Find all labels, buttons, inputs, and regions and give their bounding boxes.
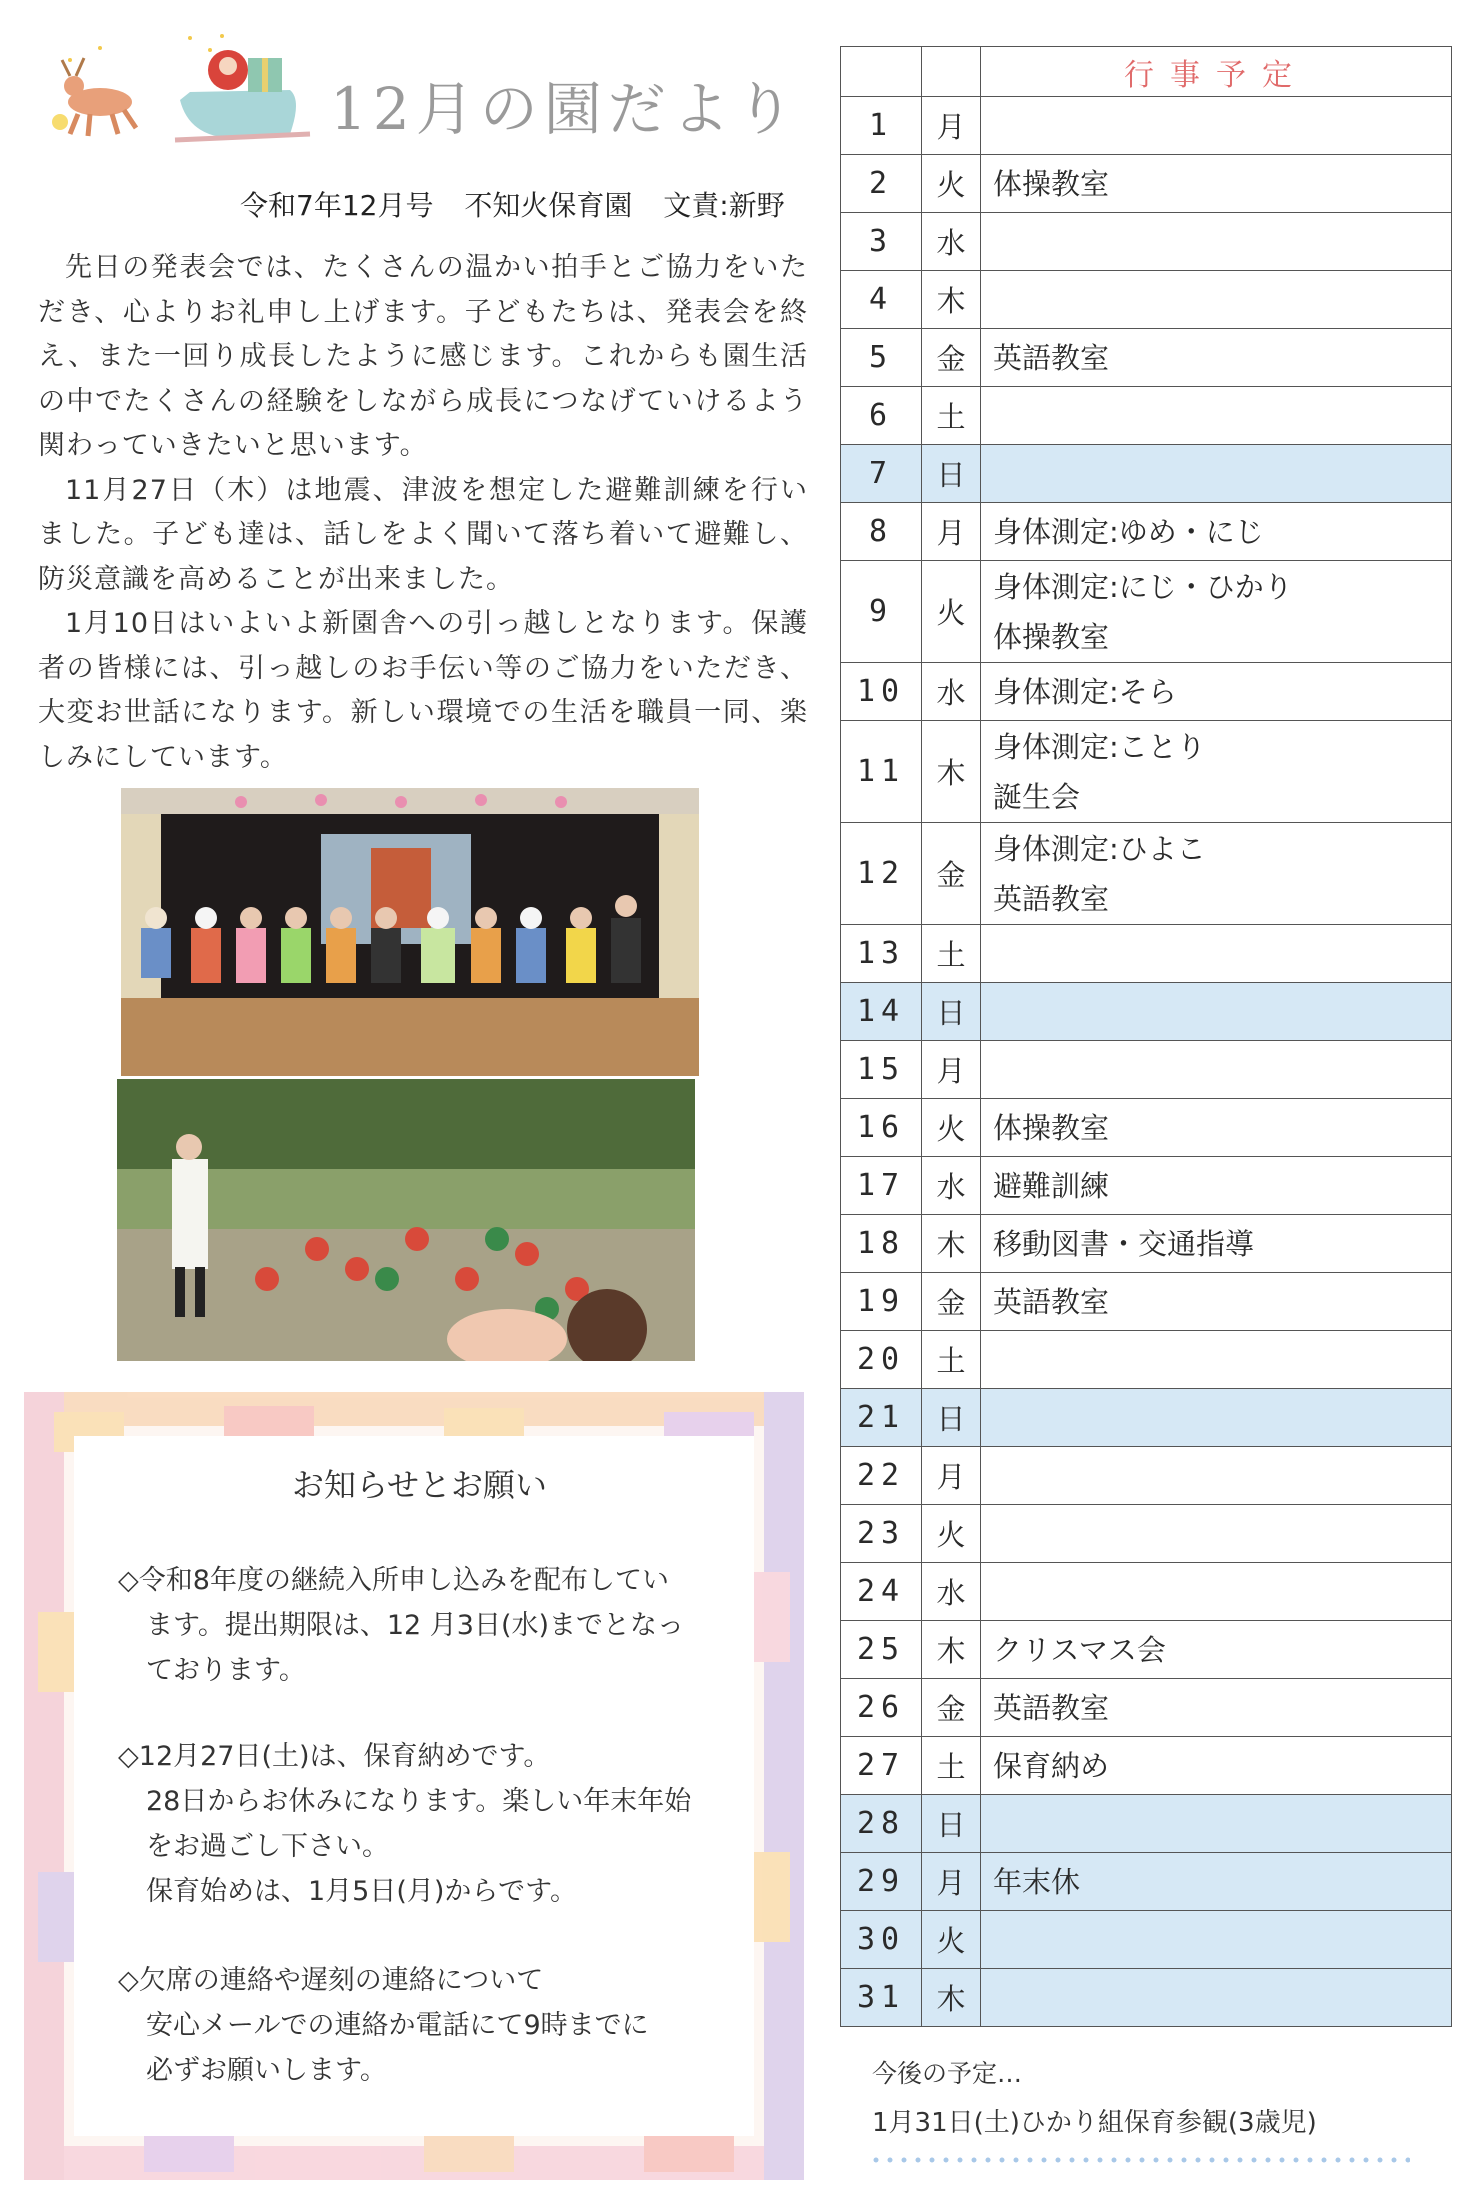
schedule-weekday: 水 — [922, 1157, 981, 1215]
schedule-weekday: 木 — [922, 1621, 981, 1679]
author: 文責:新野 — [663, 189, 785, 222]
schedule-day: 20 — [841, 1331, 922, 1389]
schedule-day: 22 — [841, 1447, 922, 1505]
body-paragraph: 11月27日（木）は地震、津波を想定した避難訓練を行いました。子ども達は、話しをよく聞いて落ち着いて避難し、防災意識を高めることが出来ました。 — [38, 474, 808, 595]
schedule-day: 27 — [841, 1737, 922, 1795]
schedule-row-28 — [841, 1795, 1452, 1853]
schedule-weekday: 日 — [922, 1795, 981, 1853]
santa-sleigh-icon — [175, 50, 310, 140]
schedule-row-15 — [841, 1041, 1452, 1099]
schedule-day: 14 — [841, 983, 922, 1041]
schedule-day: 2 — [841, 155, 922, 213]
schedule-row-7 — [841, 445, 1452, 503]
body-paragraph: 1月10日はいよいよ新園舎への引っ越しとなります。保護者の皆様には、引っ越しのお手伝い等のご協力をいただき、大変お世話になります。新しい環境での生活を職員一同、楽しみにしています。 — [38, 608, 808, 773]
schedule-events — [981, 823, 1452, 925]
schedule-events — [981, 925, 1452, 983]
schedule-row-23 — [841, 1505, 1452, 1563]
schedule-day: 30 — [841, 1911, 922, 1969]
schedule-day: 18 — [841, 1215, 922, 1273]
schedule-weekday: 火 — [922, 1099, 981, 1157]
schedule-events — [981, 1505, 1452, 1563]
schedule-day: 8 — [841, 503, 922, 561]
schedule-events — [981, 1795, 1452, 1853]
schedule-event: クリスマス会 — [993, 1632, 1166, 1667]
dotted-divider — [870, 2148, 1410, 2168]
schedule-day: 4 — [841, 271, 922, 329]
schedule-day: 29 — [841, 1853, 922, 1911]
notice-line: 必ずお願いします。 — [146, 2055, 387, 2086]
schedule-day: 24 — [841, 1563, 922, 1621]
schedule-weekday: 土 — [922, 925, 981, 983]
schedule-weekday: 火 — [922, 1911, 981, 1969]
schedule-row-29 — [841, 1853, 1452, 1911]
schedule-weekday: 木 — [922, 1215, 981, 1273]
schedule-day: 16 — [841, 1099, 922, 1157]
schedule-weekday: 日 — [922, 1389, 981, 1447]
schedule-row-8 — [841, 503, 1452, 561]
schedule-weekday: 金 — [922, 329, 981, 387]
schedule-row-9 — [841, 561, 1452, 663]
schedule-events — [981, 387, 1452, 445]
schedule-weekday: 月 — [922, 1853, 981, 1911]
schedule-events — [981, 445, 1452, 503]
schedule-row-6 — [841, 387, 1452, 445]
schedule-event: 身体測定:そら — [993, 674, 1177, 709]
schedule-events — [981, 1621, 1452, 1679]
reindeer-sleigh-illustration — [40, 30, 330, 150]
schedule-row-1 — [841, 97, 1452, 155]
schedule-row-14 — [841, 983, 1452, 1041]
schedule-row-13 — [841, 925, 1452, 983]
schedule-header: 行事予定 — [981, 47, 1452, 97]
notice-line: 保育始めは、1月5日(月)からです。 — [146, 1876, 577, 1907]
schedule-events — [981, 1563, 1452, 1621]
notice-line: ◇12月27日(土)は、保育納めです。 — [118, 1741, 551, 1772]
event-schedule-table — [840, 46, 1452, 2027]
schedule-day: 21 — [841, 1389, 922, 1447]
body-paragraph: 先日の発表会では、たくさんの温かい拍手とご協力をいただき、心よりお礼申し上げます。子どもたちは、発表会を終え、また一回り成長したように感じます。これからも園生活の中でたくさんの経験をしながら成長につなげていけるよう関わっていきたいと思います。 — [38, 252, 808, 461]
issue-number: 令和7年12月号 — [240, 189, 434, 222]
schedule-events — [981, 503, 1452, 561]
schedule-day: 17 — [841, 1157, 922, 1215]
schedule-weekday: 土 — [922, 1331, 981, 1389]
future-schedule-item: 1月31日(土)ひかり組保育参観(3歳児) — [872, 2108, 1317, 2138]
schedule-day: 19 — [841, 1273, 922, 1331]
issue-line — [240, 184, 807, 224]
schedule-event: 英語教室 — [993, 340, 1110, 375]
schedule-row-4 — [841, 271, 1452, 329]
schedule-day: 23 — [841, 1505, 922, 1563]
schedule-day: 1 — [841, 97, 922, 155]
schedule-row-16 — [841, 1099, 1452, 1157]
schedule-weekday: 火 — [922, 1505, 981, 1563]
notice-line: 安心メールでの連絡か電話にて9時までに — [146, 2010, 649, 2041]
schedule-weekday: 土 — [922, 387, 981, 445]
schedule-events — [981, 983, 1452, 1041]
schedule-day: 5 — [841, 329, 922, 387]
schedule-events — [981, 1041, 1452, 1099]
schedule-day: 9 — [841, 561, 922, 663]
notice-title: お知らせとお願い — [292, 1466, 548, 1504]
schedule-events — [981, 329, 1452, 387]
schedule-events — [981, 1969, 1452, 2027]
schedule-weekday: 金 — [922, 1679, 981, 1737]
schedule-day: 11 — [841, 721, 922, 823]
schedule-events — [981, 1273, 1452, 1331]
schedule-weekday: 月 — [922, 1041, 981, 1099]
schedule-row-22 — [841, 1447, 1452, 1505]
notice-line: ます。提出期限は、12 月3日(水)までとなっ — [146, 1610, 685, 1641]
schedule-events — [981, 1389, 1452, 1447]
schedule-row-18 — [841, 1215, 1452, 1273]
schedule-event: 移動図書・交通指導 — [993, 1226, 1255, 1261]
schedule-weekday: 水 — [922, 213, 981, 271]
schedule-weekday: 火 — [922, 155, 981, 213]
schedule-events — [981, 1737, 1452, 1795]
schedule-weekday: 月 — [922, 503, 981, 561]
schedule-weekday: 水 — [922, 1563, 981, 1621]
schedule-event: 英語教室 — [993, 881, 1110, 916]
schedule-events — [981, 1853, 1452, 1911]
schedule-event: 保育納め — [993, 1748, 1110, 1783]
schedule-events — [981, 561, 1452, 663]
schedule-weekday: 月 — [922, 97, 981, 155]
schedule-day: 25 — [841, 1621, 922, 1679]
schedule-event: 体操教室 — [993, 1110, 1110, 1145]
schedule-events — [981, 1447, 1452, 1505]
schedule-event: 体操教室 — [993, 166, 1110, 201]
schedule-weekday: 日 — [922, 445, 981, 503]
schedule-event: 身体測定:ゆめ・にじ — [993, 514, 1264, 549]
schedule-weekday: 金 — [922, 1273, 981, 1331]
schedule-event: 避難訓練 — [993, 1168, 1110, 1203]
schedule-row-3 — [841, 213, 1452, 271]
schedule-events — [981, 1157, 1452, 1215]
schedule-row-26 — [841, 1679, 1452, 1737]
schedule-day: 7 — [841, 445, 922, 503]
schedule-day: 12 — [841, 823, 922, 925]
reindeer-icon — [52, 58, 136, 136]
notice-item — [118, 1734, 728, 1914]
schedule-weekday: 土 — [922, 1737, 981, 1795]
schedule-day: 15 — [841, 1041, 922, 1099]
schedule-row-21 — [841, 1389, 1452, 1447]
schedule-weekday: 木 — [922, 721, 981, 823]
schedule-event: 身体測定:ことり — [993, 729, 1206, 764]
schedule-day: 10 — [841, 663, 922, 721]
future-schedule-label: 今後の予定… — [872, 2059, 1023, 2088]
newsletter-title: 12月の園だより — [330, 75, 800, 143]
schedule-events — [981, 1099, 1452, 1157]
schedule-event: 体操教室 — [993, 619, 1110, 654]
schedule-weekday: 日 — [922, 983, 981, 1041]
schedule-row-11 — [841, 721, 1452, 823]
schedule-events — [981, 271, 1452, 329]
schedule-events — [981, 1679, 1452, 1737]
schedule-event: 身体測定:ひよこ — [993, 831, 1206, 866]
schedule-event: 誕生会 — [993, 779, 1081, 814]
schedule-event: 英語教室 — [993, 1284, 1110, 1319]
notice-line: ◇令和8年度の継続入所申し込みを配布してい — [118, 1565, 669, 1596]
schedule-day: 28 — [841, 1795, 922, 1853]
schedule-day: 3 — [841, 213, 922, 271]
schedule-events — [981, 663, 1452, 721]
schedule-day: 31 — [841, 1969, 922, 2027]
schedule-row-31 — [841, 1969, 1452, 2027]
schedule-weekday: 水 — [922, 663, 981, 721]
schedule-events — [981, 1215, 1452, 1273]
schedule-event: 身体測定:にじ・ひかり — [993, 569, 1293, 604]
schedule-weekday: 金 — [922, 823, 981, 925]
schedule-weekday: 火 — [922, 561, 981, 663]
schedule-weekday: 月 — [922, 1447, 981, 1505]
notice-line: ております。 — [146, 1655, 306, 1686]
schedule-row-2 — [841, 155, 1452, 213]
schedule-events — [981, 1911, 1452, 1969]
star-sparkle-icon — [68, 34, 224, 62]
schedule-row-19 — [841, 1273, 1452, 1331]
schedule-row-24 — [841, 1563, 1452, 1621]
schedule-row-30 — [841, 1911, 1452, 1969]
schedule-events — [981, 721, 1452, 823]
schedule-weekday: 木 — [922, 271, 981, 329]
notice-item — [118, 1558, 728, 1693]
schedule-row-20 — [841, 1331, 1452, 1389]
notice-line: 28日からお休みになります。楽しい年末年始 — [146, 1786, 692, 1817]
schedule-events — [981, 213, 1452, 271]
schedule-day: 6 — [841, 387, 922, 445]
schedule-header-row — [841, 47, 1452, 97]
schedule-day: 13 — [841, 925, 922, 983]
schedule-row-17 — [841, 1157, 1452, 1215]
notice-line: をお過ごし下さい。 — [146, 1831, 389, 1862]
schedule-row-10 — [841, 663, 1452, 721]
newsletter-body — [38, 246, 808, 780]
schedule-events — [981, 155, 1452, 213]
schedule-events — [981, 97, 1452, 155]
schedule-row-5 — [841, 329, 1452, 387]
schedule-events — [981, 1331, 1452, 1389]
notice-line: ◇欠席の連絡や遅刻の連絡について — [118, 1965, 544, 1996]
schedule-weekday: 木 — [922, 1969, 981, 2027]
schedule-day: 26 — [841, 1679, 922, 1737]
schedule-row-12 — [841, 823, 1452, 925]
recital-photo — [121, 788, 699, 1076]
schedule-row-25 — [841, 1621, 1452, 1679]
evacuation-drill-photo — [117, 1079, 695, 1361]
notice-item — [118, 1958, 728, 2093]
schedule-event: 年末休 — [993, 1864, 1081, 1899]
school-name: 不知火保育園 — [464, 189, 633, 222]
schedule-event: 英語教室 — [993, 1690, 1110, 1725]
schedule-row-27 — [841, 1737, 1452, 1795]
